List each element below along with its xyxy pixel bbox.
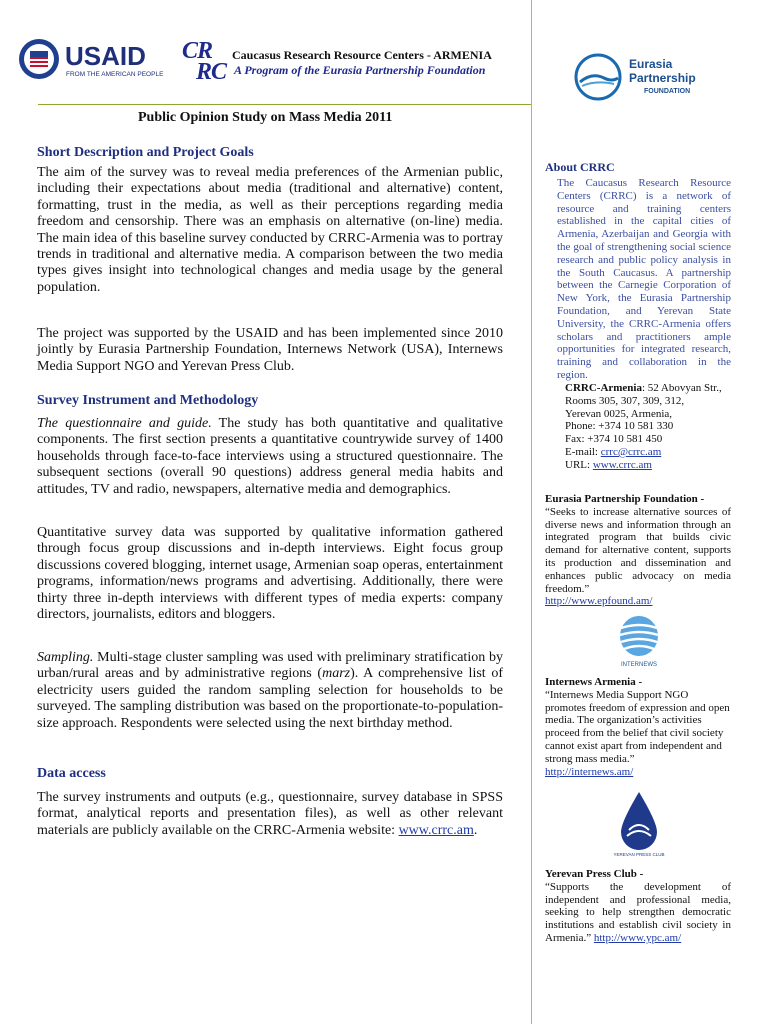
- method-paragraph-1: [37, 416, 503, 498]
- crrc-logo-line1: CR: [182, 38, 213, 64]
- about-crrc-heading: About CRRC: [545, 160, 615, 174]
- internews-logo-text: INTERNEWS: [621, 662, 657, 668]
- access-end: .: [473, 822, 478, 838]
- method-paragraph-2: [37, 525, 503, 623]
- epf-logo-line1: Eurasia: [629, 57, 673, 71]
- contact-email-link[interactable]: crrc@crrc.am: [600, 445, 662, 458]
- ypc-heading: Yerevan Press Club -: [545, 868, 644, 880]
- epf-block: [545, 493, 731, 608]
- method-p3-text-a: Multi-stage cluster sampling was used with preliminary stratification by urban/rural areas and by administrative regions (: [37, 650, 503, 682]
- column-divider: [531, 0, 532, 1024]
- method-p3-text-b: ). A comprehensive list of electricity users guided the random sampling selection for households to be surveyed. The sampling distribution was based on the proportionate-to-population-size approach. Respondents were selected using the next birthday method.: [37, 666, 503, 731]
- goals-paragraph-1: [37, 165, 503, 296]
- contact-addr1: : 52 Abovyan Str.,: [641, 382, 722, 394]
- marz-term: marz: [322, 666, 351, 682]
- epf-text: “Seeks to increase alternative sources of diverse news and information through an integrated program that builds civic demand for alternative content, supports its production and dissemination and enhances public advocacy on media freedom.”: [545, 505, 731, 595]
- about-crrc-text: The Caucasus Research Resource Centers (CRRC) is a network of resource and training centers established in the capital cities of Armenia, Azerbaijan and Georgia with the goal of strengthening social science research and public policy analysis in the South Caucasus. A partnership between the Carnegie Corporation of New York, the Eurasia Partnership Foundation, and Yerevan State University, the CRRC-Armenia offers scholars and practitioners ample opportunities for integrated research, training and collaboration in the region.: [557, 177, 731, 381]
- internews-block: [545, 676, 731, 778]
- usaid-tagline: FROM THE AMERICAN PEOPLE: [66, 71, 164, 78]
- goals-p1-text: The aim of the survey was to reveal media preferences of the Armenian public, including their expectations about media (traditional and alternative) content, formatting, trust in the media, as well as their perceptions regarding media freedom and censorship. There was an emphasis on alternative (on-line) media. The main idea of this baseline survey conducted by CRRC-Armenia was to portray trends in traditional and alternative media. A comparison between the two media types gives insight into technological changes and media usage by the general population.: [37, 165, 503, 295]
- access-text: The survey instruments and outputs (e.g., questionnaire, survey database in SPSS format, analytical reports and presentation files), as well as other relevant materials are publicly available on the CRRC-Armenia website:: [37, 790, 503, 838]
- ypc-logo: [609, 790, 669, 858]
- header-program: A Program of the Eurasia Partnership Foundation: [234, 63, 486, 77]
- contact-addr2: Rooms 305, 307, 309, 312,: [565, 394, 685, 407]
- internews-logo: [604, 614, 674, 670]
- contact-phone: Phone: +374 10 581 330: [565, 420, 674, 433]
- internews-link[interactable]: http://internews.am/: [545, 765, 634, 778]
- contact-url-link[interactable]: www.crrc.am: [592, 458, 652, 471]
- questionnaire-label: The questionnaire and guide.: [37, 416, 212, 431]
- method-heading: Survey Instrument and Methodology: [37, 393, 259, 408]
- crrc-website-link[interactable]: www.crrc.am: [398, 822, 474, 838]
- epf-logo-line2: Partnership: [629, 71, 696, 85]
- method-p1-text: The study has both quantitative and qualitative components. The first section presents a quantitative countrywide survey of 1400 households through face-to-face interviews using a structured questionnaire. The subsequent sections (overall 90 questions) address general media habits and attitudes, TV and radio, newspapers, alternative media and demographics.: [37, 416, 504, 497]
- internews-text: “Internews Media Support NGO promotes freedom of expression and open media. The organization’s activities proceed from the belief that civil society cannot exist apart from independent and strong mass media.”: [545, 688, 730, 765]
- epf-logo-line3: FOUNDATION: [644, 88, 691, 95]
- ypc-block: [545, 868, 731, 945]
- access-heading: Data access: [37, 766, 106, 781]
- ypc-logo-text: YEREVAN PRESS CLUB: [613, 852, 665, 857]
- sampling-label: Sampling.: [37, 650, 94, 665]
- ypc-link[interactable]: http://www.ypc.am/: [593, 931, 682, 944]
- epf-link[interactable]: http://www.epfound.am/: [545, 595, 653, 608]
- crrc-logo: [182, 40, 230, 84]
- contact-name: CRRC-Armenia: [565, 382, 642, 394]
- contact-addr3: Yerevan 0025, Armenia,: [565, 407, 673, 420]
- contact-url-label: URL:: [565, 458, 593, 471]
- crrc-contact: [565, 382, 745, 472]
- method-paragraph-3: [37, 650, 503, 732]
- epf-logo: [574, 52, 724, 102]
- goals-paragraph-2: [37, 326, 503, 375]
- usaid-logo: [17, 37, 165, 87]
- page-title: Public Opinion Study on Mass Media 2011: [138, 110, 393, 125]
- usaid-wordmark: USAID: [65, 41, 146, 71]
- epf-heading: Eurasia Partnership Foundation -: [545, 493, 705, 505]
- crrc-logo-line2: RC: [196, 59, 227, 85]
- ypc-text: “Supports the development of independent and professional media, seeking to help strengthen democratic institutions and establish civil society in Armenia.”: [545, 880, 731, 944]
- contact-fax: Fax: +374 10 581 450: [565, 433, 663, 446]
- internews-heading: Internews Armenia -: [545, 676, 643, 688]
- header-org-name: Caucasus Research Resource Centers - ARMENIA: [232, 48, 492, 62]
- goals-heading: Short Description and Project Goals: [37, 145, 254, 160]
- contact-email-label: E-mail:: [565, 445, 601, 458]
- goals-p2-text: The project was supported by the USAID and has been implemented since 2010 jointly by Eurasia Partnership Foundation, Internews Network (USA), Internews Media Support NGO and Yerevan Press Club.: [37, 326, 503, 374]
- header-divider: [38, 104, 532, 105]
- method-p2-text: Quantitative survey data was supported by qualitative information gathered through focus group discussions and in-depth interviews. Eight focus group discussions covered blogging, internet usage, Armenian soap operas, entertainment programs, information/news programs and advertising. Additionally, there were thirty three in-depth interviews with different types of media experts: company directors, journalists, editors and bloggers.: [37, 525, 503, 623]
- access-paragraph: [37, 790, 503, 839]
